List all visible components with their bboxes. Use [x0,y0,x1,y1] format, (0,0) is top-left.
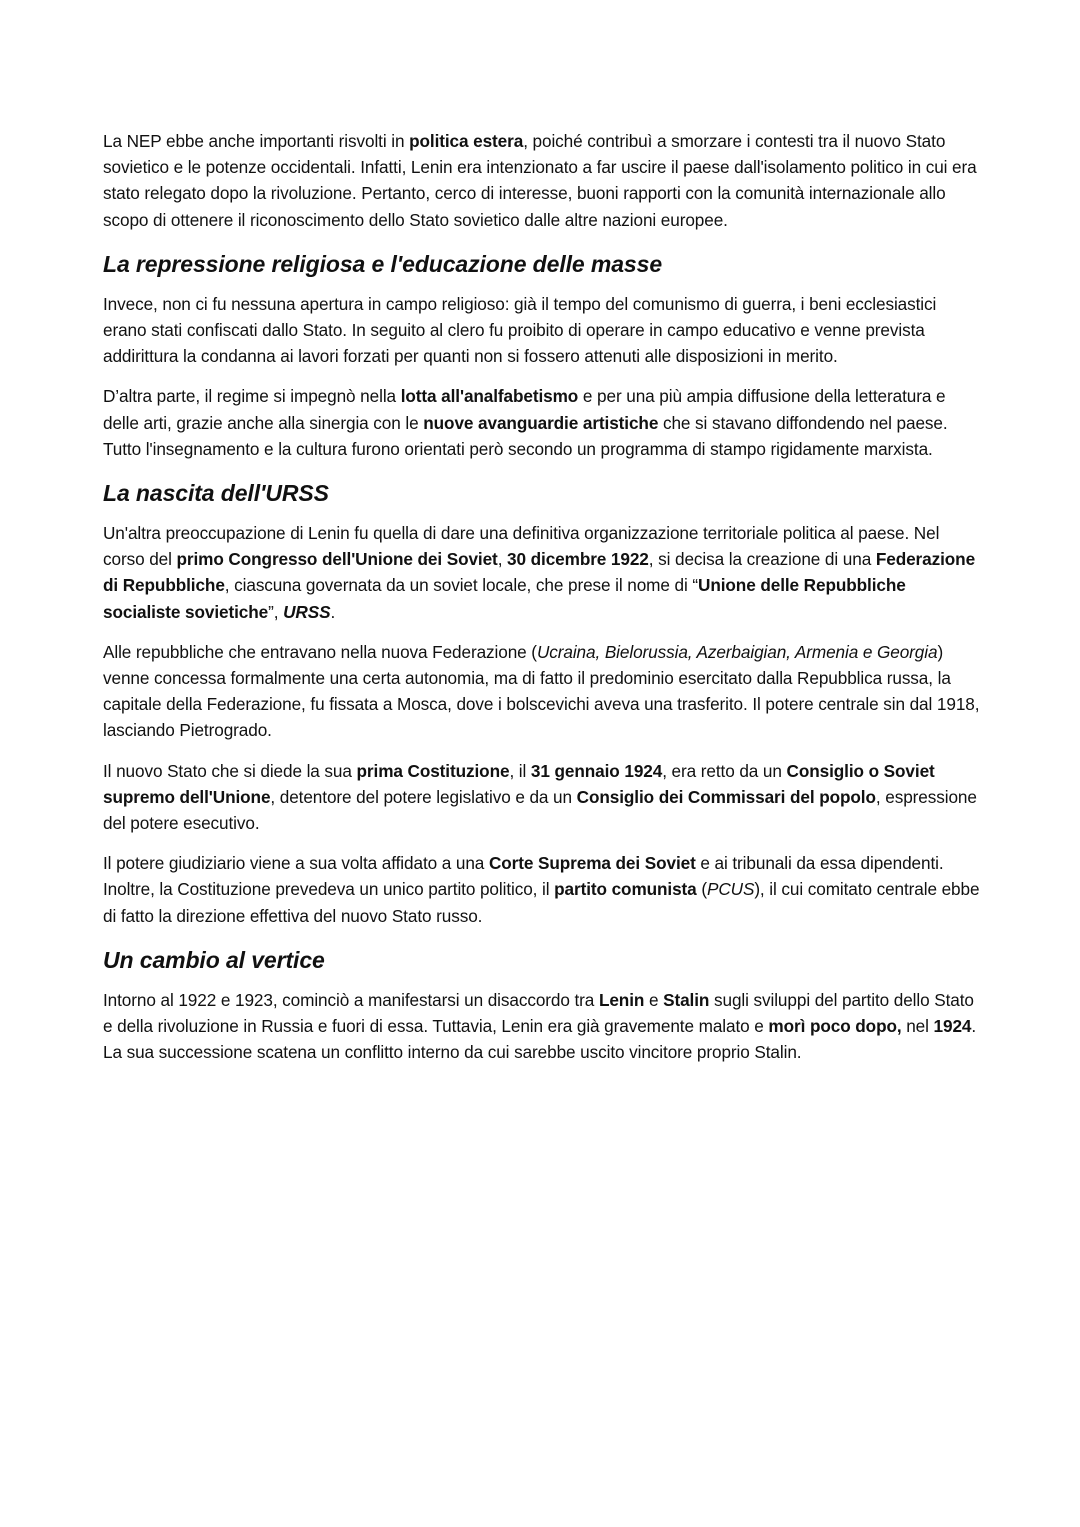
section-heading: La repressione religiosa e l'educazione delle masse [103,250,663,277]
section-heading: Un cambio al vertice [103,946,325,973]
document-body [103,128,983,1079]
text-run: Il potere giudiziario viene a sua volta affidato a una [103,853,489,874]
paragraph [103,987,983,1066]
paragraph [103,850,983,929]
text-run: Invece, non ci fu nessuna apertura in campo religioso: già il tempo del comunismo di guerra, i beni ecclesiastici erano stati confiscati dallo Stato. In seguito al clero fu proibito di operare in campo educativo e venne prevista addirittura la condanna ai lavori forzati per quanti non si fossero attenuti alle disposizioni in merito. [103,293,937,367]
bold-text: Federazione di Repubbliche [103,549,976,596]
text-run: che si stavano diffondendo nel paese. Tutto l'insegnamento e la cultura furono orientati però secondo un programma di stampo rigidamente marxista. [103,412,948,459]
paragraph [103,128,983,233]
text-run: D’altra parte, il regime si impegnò nella [103,386,401,407]
text-run: , si decisa la creazione di una [648,549,876,570]
bold-text: Corte Suprema dei Soviet [488,853,696,874]
text-run: , era retto da un [662,760,787,781]
bold-text: politica estera [409,131,524,151]
text-run: e [644,989,664,1010]
section-heading: La nascita dell'URSS [103,480,329,507]
paragraph [103,758,983,837]
text-run: ”, [268,601,284,622]
bold-text: Unione delle Repubbliche socialiste sovietiche [103,575,906,622]
bold-text: Consiglio dei Commissari del popolo [576,786,876,807]
text-run: Il nuovo Stato che si diede la sua [103,760,357,781]
paragraph [103,291,983,370]
text-run: Alle repubbliche che entravano nella nuova Federazione ( [103,641,537,662]
paragraph [103,639,983,744]
bold-text: Stalin [663,989,710,1010]
bold-text: nuove avanguardie artistiche [423,412,659,433]
text-run: , poiché contribuì a smorzare i contesti tra il nuovo Stato sovietico e le potenze occidentali. Infatti, Lenin era intenzionato a far uscire il paese dall'isolamento politico in cui era stato relegato dopo la rivoluzione. Pertanto, cerco di interesse, buoni rapporti con la comunità internazionale allo scopo di ottenere il riconoscimento dello Stato sovietico dalle altre nazioni europee. [103,131,977,230]
text-run: . [330,601,336,622]
bold-text: 1924 [933,1016,972,1037]
text-run: ) venne concessa formalmente una certa autonomia, ma di fatto il predominio esercitato dalla Repubblica russa, la capitale della Federazione, fu fissata a Mosca, dove i bolscevichi aveva una trasferito. Il potere centrale sin dal 1918, lasciando Pietrogrado. [103,641,980,741]
text-run: , detentore del potere legislativo e da un [270,786,577,807]
text-run: Un'altra preoccupazione di Lenin fu quella di dare una definitiva organizzazione territoriale politica al paese. Nel corso del [103,523,940,570]
bold-text: lotta all'analfabetismo [400,386,579,407]
bold-text: primo Congresso dell'Unione dei Soviet [176,549,498,570]
text-run: , [497,549,508,570]
bold-text: morì poco dopo, [768,1016,902,1037]
text-run: , il [509,760,531,781]
bold-text: 30 dicembre 1922 [507,549,649,570]
bold-text: 31 gennaio 1924 [530,760,663,781]
bold-text: Lenin [598,989,645,1010]
text-run: sugli sviluppi del partito dello Stato e della rivoluzione in Russia e fuori di essa. Tuttavia, Lenin era già gravemente malato e [103,989,974,1037]
text-run: , espressione del potere esecutivo. [103,786,977,834]
bold-text: Consiglio o Soviet supremo dell'Unione [103,760,935,807]
text-run: e ai tribunali da essa dipendenti. Inoltre, la Costituzione prevedeva un unico partito politico, il [103,853,944,900]
text-run: La NEP ebbe anche importanti risvolti in [103,131,410,151]
text-run: ( [696,879,707,900]
bold-italic-text: URSS [283,601,331,622]
paragraph [103,383,983,462]
bold-text: partito comunista [554,879,697,900]
text-run: nel [901,1016,934,1037]
italic-text: Ucraina, Bielorussia, Azerbaigian, Armenia e Georgia [536,641,938,662]
text-run: e per una più ampia diffusione della letteratura e delle arti, grazie anche alla sinergia con le [103,386,946,433]
text-run: , ciascuna governata da un soviet locale, che prese il nome di “ [224,575,699,596]
paragraph [103,520,983,625]
text-run: . La sua successione scatena un conflitto interno da cui sarebbe uscito vincitore proprio Stalin. [103,1016,977,1063]
bold-text: prima Costituzione [356,760,510,781]
text-run: ), il cui comitato centrale ebbe di fatto la direzione effettiva del nuovo Stato russo. [103,879,980,926]
text-run: Intorno al 1922 e 1923, cominciò a manifestarsi un disaccordo tra [103,989,599,1010]
italic-text: PCUS [706,879,755,900]
